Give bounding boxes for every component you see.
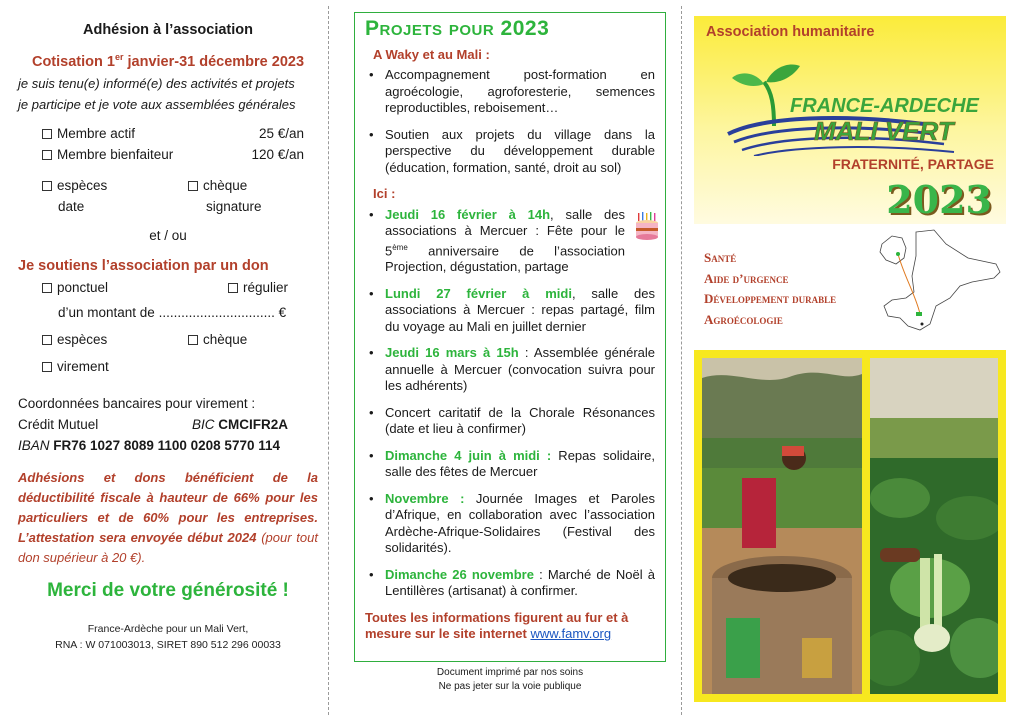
- print-notice: Document imprimé par nos soins Ne pas jeter sur la voie publique: [436, 667, 584, 692]
- theme-item: Développement durable: [704, 291, 837, 306]
- don-payment-row: [18, 329, 318, 350]
- date-signature-row: [18, 196, 318, 217]
- iban-label: IBAN: [18, 437, 50, 453]
- et-ou: et / ou: [149, 227, 187, 243]
- membre-bienfaiteur-row: [18, 144, 318, 165]
- virement-row: [18, 356, 318, 377]
- list-item: • Dimanche 4 juin à midi : Repas solidaire, salle des fêtes de Mercuer: [365, 448, 655, 481]
- montant-row: [18, 302, 318, 323]
- iban-value: FR76 1027 8089 1100 0208 5770 114: [53, 437, 280, 453]
- logo-line-2: MALI VERT: [814, 116, 954, 146]
- ponctuel-label: ponctuel: [57, 279, 109, 295]
- list-item: • Accompagnement post-formation en agroécologie, agroforesterie, semences reproductibles, reboisement…: [365, 67, 655, 117]
- bic-label: BIC: [192, 416, 215, 432]
- photo-lettuce-harvest-image: [870, 358, 998, 694]
- list-item: • Jeudi 16 février à 14h, salle des associations à Mercuer : Fête pour le 5ème anniversaire de l’association Projection, dégustation, partage: [365, 207, 655, 276]
- regulier-checkbox[interactable]: [228, 283, 238, 293]
- membership-panel: [18, 20, 318, 653]
- projects-title: Projets pour 2023: [365, 17, 550, 40]
- cheque-checkbox[interactable]: [188, 181, 198, 191]
- membre-actif-row: [18, 123, 318, 144]
- membership-title: Adhésion à l’association: [82, 22, 253, 38]
- fold-line-right: [681, 6, 682, 715]
- fiscal-notice: Adhésions et dons bénéficient de la déductibilité fiscale à hauteur de 66% pour les particuliers et de 60% pour les entreprises. L’attestation sera envoyée début 2024 (pour tout don supérieur à 20 €).: [18, 469, 318, 565]
- don-frequency-row: [18, 277, 318, 298]
- bank-title: Coordonnées bancaires pour virement :: [18, 395, 256, 411]
- especes-checkbox[interactable]: [42, 181, 52, 191]
- cover-header: [694, 16, 1006, 224]
- list-item: • Concert caritatif de la Chorale Résonances (date et lieu à confirmer): [365, 405, 655, 438]
- cotisation-heading: Cotisation 1er janvier-31 décembre 2023: [31, 52, 305, 70]
- especes-label: espèces: [57, 177, 108, 193]
- waky-heading: A Waky et au Mali :: [373, 46, 490, 62]
- ponctuel-checkbox[interactable]: [42, 283, 52, 293]
- theme-item: Santé: [704, 250, 737, 265]
- bic-value: CMCIFR2A: [218, 416, 289, 432]
- list-item: • Novembre : Journée Images et Paroles d’Afrique, en collaboration avec l’association Ardèche-Afrique-Solidaires (Festival des solidarités).: [365, 491, 655, 557]
- ici-heading: Ici :: [373, 186, 396, 201]
- list-item: • Soutien aux projets du village dans la perspective du développement durable (éducation, formation, santé, droit au sol): [365, 127, 655, 177]
- membre-actif-label: Membre actif: [57, 125, 136, 141]
- photos-frame: [694, 350, 1006, 702]
- list-item: • Dimanche 26 novembre : Marché de Noël à Lentillères (artisanat) à confirmer.: [365, 567, 655, 600]
- membre-bienfaiteur-label: Membre bienfaiteur: [57, 146, 174, 162]
- montant-field[interactable]: d’un montant de ............................... €: [58, 304, 287, 320]
- fraternite-label: FRATERNITÉ, PARTAGE: [832, 156, 994, 172]
- especes2-checkbox[interactable]: [42, 335, 52, 345]
- signature-label: signature: [206, 198, 262, 214]
- france-ardeche-mali-vert-logo: [724, 56, 994, 156]
- membre-bienfaiteur-price: 120 €/an: [251, 146, 304, 162]
- year-label: 2023: [886, 177, 992, 222]
- don-heading: Je soutiens l’association par un don: [18, 257, 269, 274]
- membre-actif-checkbox[interactable]: [42, 129, 52, 139]
- website-link[interactable]: www.famv.org: [530, 626, 612, 642]
- fold-line-left: [328, 6, 329, 715]
- theme-item: Aide d’urgence: [704, 270, 789, 286]
- logo-line-1: FRANCE-ARDECHE: [790, 95, 979, 117]
- photo-lettuce-harvest: [870, 358, 998, 694]
- cheque-label: chèque: [203, 177, 248, 193]
- france-mali-map: [876, 226, 1016, 344]
- bank-details: [18, 393, 318, 456]
- list-item: • Jeudi 16 mars à 15h : Assemblée générale annuelle à Mercuer (convocation suivra pour les adhérents): [365, 345, 655, 395]
- membre-bienfaiteur-checkbox[interactable]: [42, 150, 52, 160]
- photo-woman-well-image: [702, 358, 862, 694]
- projects-footer: Toutes les informations figurent au fur et à mesure sur le site internet www.famv.org: [365, 609, 629, 642]
- bank-name: Crédit Mutuel: [18, 416, 99, 432]
- especes2-label: espèces: [57, 331, 108, 347]
- themes-list: [704, 248, 836, 330]
- date-label: date: [58, 198, 85, 214]
- assoc-label: Association humanitaire: [706, 24, 875, 40]
- projects-panel: [354, 12, 666, 662]
- merci-message: Merci de votre générosité !: [47, 579, 289, 601]
- photo-woman-well: [702, 358, 862, 694]
- payment-row: [18, 175, 318, 196]
- cheque2-checkbox[interactable]: [188, 335, 198, 345]
- info-line-2: je participe et je vote aux assemblées générales: [18, 96, 296, 112]
- regulier-label: régulier: [243, 279, 289, 295]
- info-line-1: je suis tenu(e) informé(e) des activités et projets: [18, 75, 295, 91]
- rna-info: France-Ardèche pour un Mali Vert, RNA : W 071003013, SIRET 890 512 296 00033: [55, 622, 281, 651]
- theme-item: Agroécologie: [704, 311, 783, 327]
- birthday-cake-icon: [635, 209, 659, 243]
- virement-checkbox[interactable]: [42, 362, 52, 372]
- ici-list: [365, 207, 655, 600]
- membre-actif-price: 25 €/an: [258, 125, 304, 141]
- cheque2-label: chèque: [203, 331, 248, 347]
- list-item: • Lundi 27 février à midi, salle des associations à Mercuer : repas partagé, film du voyage au Mali en juillet dernier: [365, 286, 655, 336]
- virement-label: virement: [57, 358, 109, 374]
- waky-list: [365, 67, 655, 176]
